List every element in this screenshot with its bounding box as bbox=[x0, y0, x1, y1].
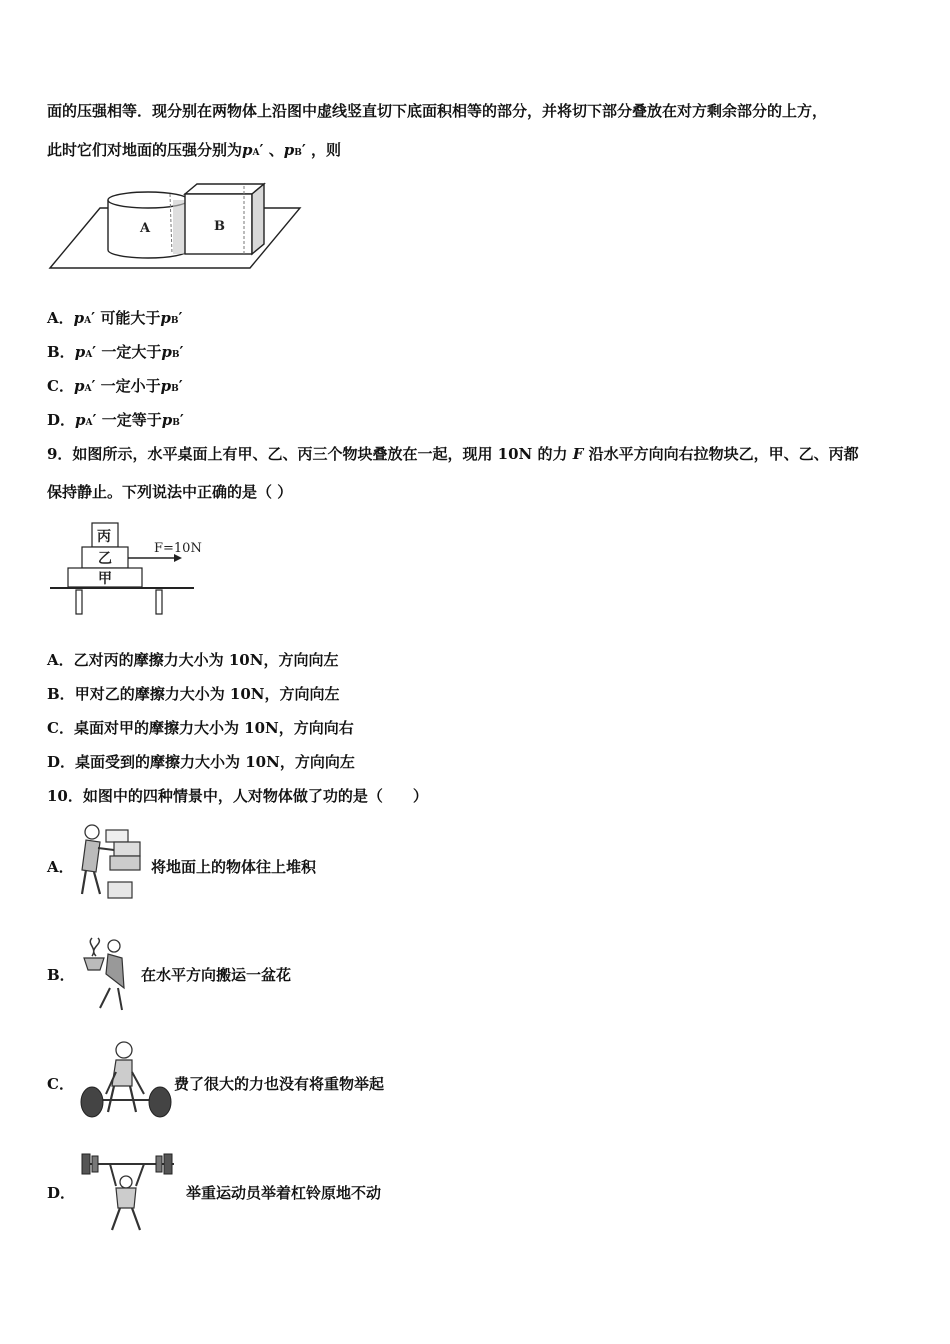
q9-stem-line2: 保持静止。下列说法中正确的是（ ） bbox=[47, 483, 293, 501]
q8-stem-line2: 此时它们对地面的压强分别为pA′ 、pB′ ，则 bbox=[47, 141, 342, 159]
person-straining-barbell-icon bbox=[78, 1038, 176, 1122]
q8-option-d[interactable]: D．pA′ 一定等于pB′ bbox=[47, 411, 184, 429]
q8-option-b[interactable]: B．pA′ 一定大于pB′ bbox=[47, 343, 184, 361]
q8-figure-cylinder-cube bbox=[48, 180, 304, 274]
q10-option-d-letter[interactable]: D． bbox=[47, 1184, 76, 1202]
force-label: F=10N bbox=[154, 541, 202, 556]
q9-option-d[interactable]: D．桌面受到的摩擦力大小为 10N，方向向左 bbox=[47, 753, 355, 771]
weightlifter-holding-barbell-icon bbox=[76, 1150, 178, 1234]
person-carrying-flowerpot-icon bbox=[78, 934, 134, 1014]
q10-option-a-text[interactable]: 将地面上的物体往上堆积 bbox=[151, 858, 317, 876]
q10-stem: 10．如图中的四种情景中，人对物体做了功的是（ ） bbox=[47, 787, 428, 805]
label-a: A bbox=[140, 221, 151, 236]
q10-option-c-letter[interactable]: C． bbox=[47, 1075, 74, 1093]
block-bing: 丙 bbox=[97, 529, 111, 545]
q8-option-c[interactable]: C．pA′ 一定小于pB′ bbox=[47, 377, 183, 395]
q9-option-a[interactable]: A．乙对丙的摩擦力大小为 10N，方向向左 bbox=[47, 651, 339, 669]
q10-option-a-letter[interactable]: A． bbox=[47, 858, 74, 876]
block-yi: 乙 bbox=[98, 551, 112, 567]
label-b: B bbox=[214, 219, 225, 234]
q8-stem-line1: 面的压强相等．现分别在两物体上沿图中虚线竖直切下底面积相等的部分，并将切下部分叠放在对方剩余部分的上方， bbox=[47, 102, 828, 120]
person-stacking-boxes-icon bbox=[74, 820, 150, 906]
block-jia: 甲 bbox=[98, 571, 112, 587]
q9-option-c[interactable]: C．桌面对甲的摩擦力大小为 10N，方向向右 bbox=[47, 719, 354, 737]
q10-option-d-text[interactable]: 举重运动员举着杠铃原地不动 bbox=[186, 1184, 382, 1202]
q9-stem-line1: 9．如图所示，水平桌面上有甲、乙、丙三个物块叠放在一起，现用 10N 的力 F 沿水平方向向右拉物块乙，甲、乙、丙都 bbox=[47, 445, 859, 463]
q8-option-a[interactable]: A．pA′ 可能大于pB′ bbox=[47, 309, 183, 327]
q9-option-b[interactable]: B．甲对乙的摩擦力大小为 10N，方向向左 bbox=[47, 685, 340, 703]
q9-figure-stacked-blocks bbox=[48, 520, 208, 618]
q10-option-b-text[interactable]: 在水平方向搬运一盆花 bbox=[141, 966, 292, 984]
q10-option-b-letter[interactable]: B． bbox=[47, 966, 75, 984]
q10-option-c-text[interactable]: 费了很大的力也没有将重物举起 bbox=[174, 1075, 385, 1093]
